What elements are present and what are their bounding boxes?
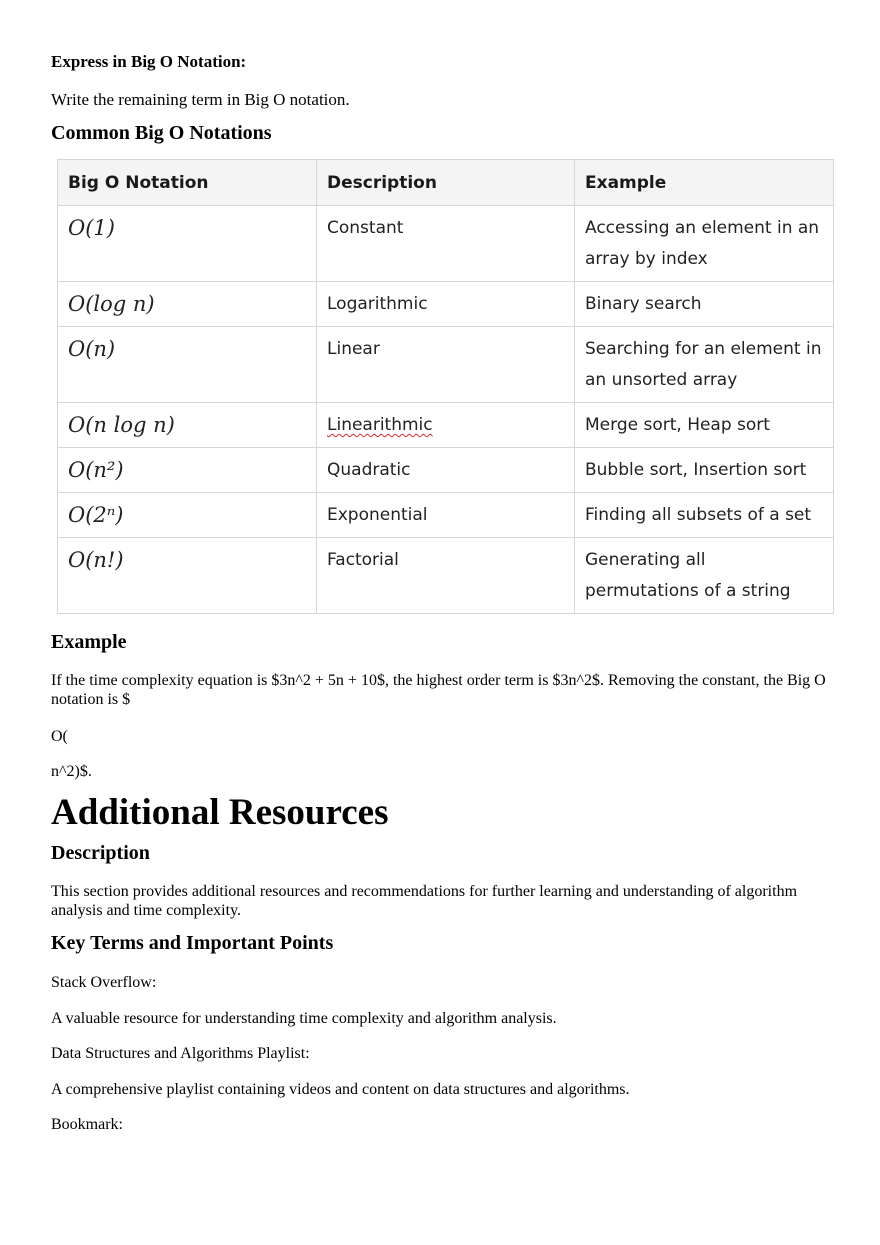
example-cell: Bubble sort, Insertion sort xyxy=(575,448,834,493)
example-cell: Merge sort, Heap sort xyxy=(575,403,834,448)
table-row xyxy=(58,538,834,614)
description-cell: Factorial xyxy=(317,538,575,614)
resources-title: Additional Resources xyxy=(51,792,389,833)
description-cell: Linear xyxy=(317,327,575,403)
key-terms-heading: Key Terms and Important Points xyxy=(51,932,334,954)
example-heading: Example xyxy=(51,631,127,653)
spellcheck-word: Linearithmic xyxy=(327,415,433,435)
example-text: If the time complexity equation is $3n^2 + 5n + 10$, the highest order term is $3n^2$. Removing the constant, the Big O notation is $ xyxy=(51,672,826,708)
notation-cell: O(log n) xyxy=(58,282,317,327)
description-heading: Description xyxy=(51,842,150,864)
notation-cell: O(1) xyxy=(58,206,317,282)
resource-item-label: Stack Overflow: xyxy=(51,974,157,991)
description-text: This section provides additional resources and recommendations for further learning and understanding of algorithm analysis and time complexity. xyxy=(51,883,798,919)
express-text: Write the remaining term in Big O notation. xyxy=(51,90,350,109)
example-line-3: n^2)$. xyxy=(51,763,92,780)
big-o-table xyxy=(57,159,833,614)
header-example: Example xyxy=(575,160,834,206)
express-heading: Express in Big O Notation: xyxy=(51,52,247,71)
example-cell: Searching for an element in an unsorted array xyxy=(575,327,834,403)
header-notation: Big O Notation xyxy=(58,160,317,206)
description-cell: Constant xyxy=(317,206,575,282)
notation-cell: O(2ⁿ) xyxy=(58,493,317,538)
resource-item-label: Data Structures and Algorithms Playlist: xyxy=(51,1045,310,1062)
example-cell: Generating all permutations of a string xyxy=(575,538,834,614)
resource-item-text: A valuable resource for understanding time complexity and algorithm analysis. xyxy=(51,1010,557,1027)
example-cell: Accessing an element in an array by index xyxy=(575,206,834,282)
example-cell: Finding all subsets of a set xyxy=(575,493,834,538)
header-description: Description xyxy=(317,160,575,206)
notation-cell: O(n!) xyxy=(58,538,317,614)
table-row xyxy=(58,327,834,403)
table-header-row xyxy=(58,160,834,206)
resource-item-text: A comprehensive playlist containing videos and content on data structures and algorithms. xyxy=(51,1081,630,1098)
example-cell: Binary search xyxy=(575,282,834,327)
notation-cell: O(n) xyxy=(58,327,317,403)
description-cell: Quadratic xyxy=(317,448,575,493)
notation-cell: O(n log n) xyxy=(58,403,317,448)
table-row xyxy=(58,493,834,538)
resource-item-label: Bookmark: xyxy=(51,1116,123,1133)
notation-cell: O(n²) xyxy=(58,448,317,493)
example-line-2: O( xyxy=(51,728,68,745)
description-cell: Exponential xyxy=(317,493,575,538)
common-heading: Common Big O Notations xyxy=(51,122,272,144)
table-row xyxy=(58,282,834,327)
description-cell xyxy=(317,403,575,448)
table-row xyxy=(58,206,834,282)
table-row xyxy=(58,403,834,448)
table-row xyxy=(58,448,834,493)
description-cell: Logarithmic xyxy=(317,282,575,327)
